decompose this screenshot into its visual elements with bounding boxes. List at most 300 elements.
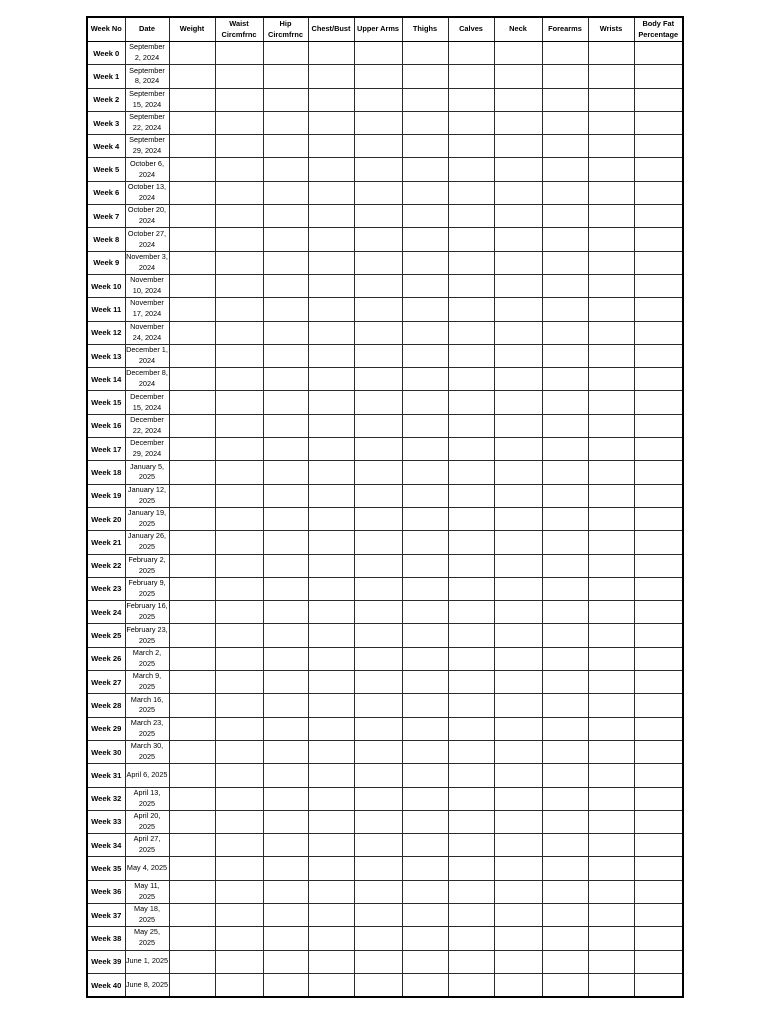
hip-entry-cell[interactable] (263, 135, 308, 158)
calves-entry-cell[interactable] (448, 111, 494, 134)
wrists-entry-cell[interactable] (588, 973, 634, 997)
thighs-entry-cell[interactable] (402, 42, 448, 65)
thighs-entry-cell[interactable] (402, 461, 448, 484)
weight-entry-cell[interactable] (169, 764, 215, 787)
upper-arms-entry-cell[interactable] (354, 950, 402, 973)
forearms-entry-cell[interactable] (542, 694, 588, 717)
weight-entry-cell[interactable] (169, 65, 215, 88)
thighs-entry-cell[interactable] (402, 531, 448, 554)
forearms-entry-cell[interactable] (542, 368, 588, 391)
waist-entry-cell[interactable] (215, 810, 263, 833)
hip-entry-cell[interactable] (263, 880, 308, 903)
waist-entry-cell[interactable] (215, 88, 263, 111)
weight-entry-cell[interactable] (169, 298, 215, 321)
neck-entry-cell[interactable] (494, 88, 542, 111)
wrists-entry-cell[interactable] (588, 251, 634, 274)
chest-bust-entry-cell[interactable] (308, 484, 354, 507)
chest-bust-entry-cell[interactable] (308, 251, 354, 274)
waist-entry-cell[interactable] (215, 65, 263, 88)
body-fat-entry-cell[interactable] (634, 461, 683, 484)
wrists-entry-cell[interactable] (588, 507, 634, 530)
body-fat-entry-cell[interactable] (634, 927, 683, 950)
upper-arms-entry-cell[interactable] (354, 484, 402, 507)
wrists-entry-cell[interactable] (588, 880, 634, 903)
calves-entry-cell[interactable] (448, 484, 494, 507)
waist-entry-cell[interactable] (215, 368, 263, 391)
body-fat-entry-cell[interactable] (634, 42, 683, 65)
waist-entry-cell[interactable] (215, 135, 263, 158)
chest-bust-entry-cell[interactable] (308, 717, 354, 740)
weight-entry-cell[interactable] (169, 391, 215, 414)
weight-entry-cell[interactable] (169, 531, 215, 554)
calves-entry-cell[interactable] (448, 717, 494, 740)
upper-arms-entry-cell[interactable] (354, 274, 402, 297)
calves-entry-cell[interactable] (448, 438, 494, 461)
wrists-entry-cell[interactable] (588, 65, 634, 88)
neck-entry-cell[interactable] (494, 554, 542, 577)
hip-entry-cell[interactable] (263, 857, 308, 880)
waist-entry-cell[interactable] (215, 391, 263, 414)
chest-bust-entry-cell[interactable] (308, 647, 354, 670)
wrists-entry-cell[interactable] (588, 391, 634, 414)
chest-bust-entry-cell[interactable] (308, 857, 354, 880)
forearms-entry-cell[interactable] (542, 671, 588, 694)
body-fat-entry-cell[interactable] (634, 601, 683, 624)
waist-entry-cell[interactable] (215, 321, 263, 344)
neck-entry-cell[interactable] (494, 507, 542, 530)
hip-entry-cell[interactable] (263, 554, 308, 577)
neck-entry-cell[interactable] (494, 391, 542, 414)
body-fat-entry-cell[interactable] (634, 251, 683, 274)
upper-arms-entry-cell[interactable] (354, 111, 402, 134)
body-fat-entry-cell[interactable] (634, 671, 683, 694)
thighs-entry-cell[interactable] (402, 484, 448, 507)
hip-entry-cell[interactable] (263, 927, 308, 950)
upper-arms-entry-cell[interactable] (354, 368, 402, 391)
calves-entry-cell[interactable] (448, 973, 494, 997)
upper-arms-entry-cell[interactable] (354, 158, 402, 181)
weight-entry-cell[interactable] (169, 205, 215, 228)
chest-bust-entry-cell[interactable] (308, 671, 354, 694)
waist-entry-cell[interactable] (215, 647, 263, 670)
upper-arms-entry-cell[interactable] (354, 181, 402, 204)
weight-entry-cell[interactable] (169, 857, 215, 880)
weight-entry-cell[interactable] (169, 577, 215, 600)
forearms-entry-cell[interactable] (542, 158, 588, 181)
chest-bust-entry-cell[interactable] (308, 274, 354, 297)
wrists-entry-cell[interactable] (588, 740, 634, 763)
body-fat-entry-cell[interactable] (634, 507, 683, 530)
body-fat-entry-cell[interactable] (634, 391, 683, 414)
neck-entry-cell[interactable] (494, 973, 542, 997)
forearms-entry-cell[interactable] (542, 181, 588, 204)
body-fat-entry-cell[interactable] (634, 135, 683, 158)
upper-arms-entry-cell[interactable] (354, 228, 402, 251)
thighs-entry-cell[interactable] (402, 111, 448, 134)
forearms-entry-cell[interactable] (542, 461, 588, 484)
chest-bust-entry-cell[interactable] (308, 903, 354, 926)
body-fat-entry-cell[interactable] (634, 181, 683, 204)
waist-entry-cell[interactable] (215, 787, 263, 810)
neck-entry-cell[interactable] (494, 42, 542, 65)
neck-entry-cell[interactable] (494, 484, 542, 507)
wrists-entry-cell[interactable] (588, 228, 634, 251)
calves-entry-cell[interactable] (448, 414, 494, 437)
thighs-entry-cell[interactable] (402, 787, 448, 810)
forearms-entry-cell[interactable] (542, 438, 588, 461)
wrists-entry-cell[interactable] (588, 717, 634, 740)
body-fat-entry-cell[interactable] (634, 834, 683, 857)
wrists-entry-cell[interactable] (588, 42, 634, 65)
wrists-entry-cell[interactable] (588, 158, 634, 181)
thighs-entry-cell[interactable] (402, 507, 448, 530)
neck-entry-cell[interactable] (494, 834, 542, 857)
body-fat-entry-cell[interactable] (634, 554, 683, 577)
calves-entry-cell[interactable] (448, 461, 494, 484)
hip-entry-cell[interactable] (263, 903, 308, 926)
hip-entry-cell[interactable] (263, 298, 308, 321)
thighs-entry-cell[interactable] (402, 65, 448, 88)
forearms-entry-cell[interactable] (542, 531, 588, 554)
chest-bust-entry-cell[interactable] (308, 321, 354, 344)
hip-entry-cell[interactable] (263, 391, 308, 414)
calves-entry-cell[interactable] (448, 135, 494, 158)
body-fat-entry-cell[interactable] (634, 810, 683, 833)
calves-entry-cell[interactable] (448, 903, 494, 926)
upper-arms-entry-cell[interactable] (354, 880, 402, 903)
neck-entry-cell[interactable] (494, 880, 542, 903)
upper-arms-entry-cell[interactable] (354, 857, 402, 880)
hip-entry-cell[interactable] (263, 787, 308, 810)
thighs-entry-cell[interactable] (402, 368, 448, 391)
weight-entry-cell[interactable] (169, 834, 215, 857)
hip-entry-cell[interactable] (263, 647, 308, 670)
weight-entry-cell[interactable] (169, 251, 215, 274)
weight-entry-cell[interactable] (169, 927, 215, 950)
chest-bust-entry-cell[interactable] (308, 507, 354, 530)
neck-entry-cell[interactable] (494, 903, 542, 926)
body-fat-entry-cell[interactable] (634, 647, 683, 670)
calves-entry-cell[interactable] (448, 274, 494, 297)
forearms-entry-cell[interactable] (542, 577, 588, 600)
chest-bust-entry-cell[interactable] (308, 740, 354, 763)
calves-entry-cell[interactable] (448, 834, 494, 857)
neck-entry-cell[interactable] (494, 321, 542, 344)
body-fat-entry-cell[interactable] (634, 973, 683, 997)
upper-arms-entry-cell[interactable] (354, 42, 402, 65)
thighs-entry-cell[interactable] (402, 880, 448, 903)
calves-entry-cell[interactable] (448, 601, 494, 624)
hip-entry-cell[interactable] (263, 368, 308, 391)
body-fat-entry-cell[interactable] (634, 414, 683, 437)
waist-entry-cell[interactable] (215, 624, 263, 647)
wrists-entry-cell[interactable] (588, 438, 634, 461)
chest-bust-entry-cell[interactable] (308, 950, 354, 973)
weight-entry-cell[interactable] (169, 671, 215, 694)
hip-entry-cell[interactable] (263, 624, 308, 647)
body-fat-entry-cell[interactable] (634, 205, 683, 228)
thighs-entry-cell[interactable] (402, 903, 448, 926)
waist-entry-cell[interactable] (215, 181, 263, 204)
upper-arms-entry-cell[interactable] (354, 321, 402, 344)
body-fat-entry-cell[interactable] (634, 111, 683, 134)
thighs-entry-cell[interactable] (402, 158, 448, 181)
chest-bust-entry-cell[interactable] (308, 438, 354, 461)
calves-entry-cell[interactable] (448, 65, 494, 88)
wrists-entry-cell[interactable] (588, 647, 634, 670)
chest-bust-entry-cell[interactable] (308, 764, 354, 787)
upper-arms-entry-cell[interactable] (354, 554, 402, 577)
chest-bust-entry-cell[interactable] (308, 461, 354, 484)
calves-entry-cell[interactable] (448, 205, 494, 228)
calves-entry-cell[interactable] (448, 764, 494, 787)
calves-entry-cell[interactable] (448, 344, 494, 367)
hip-entry-cell[interactable] (263, 321, 308, 344)
upper-arms-entry-cell[interactable] (354, 507, 402, 530)
waist-entry-cell[interactable] (215, 42, 263, 65)
waist-entry-cell[interactable] (215, 577, 263, 600)
waist-entry-cell[interactable] (215, 251, 263, 274)
forearms-entry-cell[interactable] (542, 65, 588, 88)
calves-entry-cell[interactable] (448, 787, 494, 810)
hip-entry-cell[interactable] (263, 694, 308, 717)
wrists-entry-cell[interactable] (588, 601, 634, 624)
neck-entry-cell[interactable] (494, 647, 542, 670)
calves-entry-cell[interactable] (448, 507, 494, 530)
thighs-entry-cell[interactable] (402, 274, 448, 297)
weight-entry-cell[interactable] (169, 111, 215, 134)
waist-entry-cell[interactable] (215, 740, 263, 763)
waist-entry-cell[interactable] (215, 531, 263, 554)
forearms-entry-cell[interactable] (542, 973, 588, 997)
chest-bust-entry-cell[interactable] (308, 531, 354, 554)
waist-entry-cell[interactable] (215, 111, 263, 134)
weight-entry-cell[interactable] (169, 414, 215, 437)
forearms-entry-cell[interactable] (542, 601, 588, 624)
waist-entry-cell[interactable] (215, 484, 263, 507)
forearms-entry-cell[interactable] (542, 880, 588, 903)
upper-arms-entry-cell[interactable] (354, 810, 402, 833)
upper-arms-entry-cell[interactable] (354, 391, 402, 414)
forearms-entry-cell[interactable] (542, 717, 588, 740)
weight-entry-cell[interactable] (169, 694, 215, 717)
upper-arms-entry-cell[interactable] (354, 787, 402, 810)
hip-entry-cell[interactable] (263, 577, 308, 600)
chest-bust-entry-cell[interactable] (308, 111, 354, 134)
neck-entry-cell[interactable] (494, 950, 542, 973)
upper-arms-entry-cell[interactable] (354, 88, 402, 111)
thighs-entry-cell[interactable] (402, 298, 448, 321)
waist-entry-cell[interactable] (215, 554, 263, 577)
neck-entry-cell[interactable] (494, 251, 542, 274)
wrists-entry-cell[interactable] (588, 274, 634, 297)
forearms-entry-cell[interactable] (542, 624, 588, 647)
thighs-entry-cell[interactable] (402, 950, 448, 973)
body-fat-entry-cell[interactable] (634, 624, 683, 647)
body-fat-entry-cell[interactable] (634, 321, 683, 344)
forearms-entry-cell[interactable] (542, 344, 588, 367)
upper-arms-entry-cell[interactable] (354, 671, 402, 694)
weight-entry-cell[interactable] (169, 647, 215, 670)
thighs-entry-cell[interactable] (402, 740, 448, 763)
chest-bust-entry-cell[interactable] (308, 391, 354, 414)
upper-arms-entry-cell[interactable] (354, 694, 402, 717)
forearms-entry-cell[interactable] (542, 787, 588, 810)
calves-entry-cell[interactable] (448, 857, 494, 880)
chest-bust-entry-cell[interactable] (308, 624, 354, 647)
waist-entry-cell[interactable] (215, 507, 263, 530)
neck-entry-cell[interactable] (494, 298, 542, 321)
forearms-entry-cell[interactable] (542, 414, 588, 437)
calves-entry-cell[interactable] (448, 740, 494, 763)
thighs-entry-cell[interactable] (402, 228, 448, 251)
wrists-entry-cell[interactable] (588, 671, 634, 694)
calves-entry-cell[interactable] (448, 950, 494, 973)
calves-entry-cell[interactable] (448, 181, 494, 204)
neck-entry-cell[interactable] (494, 787, 542, 810)
neck-entry-cell[interactable] (494, 228, 542, 251)
neck-entry-cell[interactable] (494, 601, 542, 624)
chest-bust-entry-cell[interactable] (308, 135, 354, 158)
hip-entry-cell[interactable] (263, 810, 308, 833)
forearms-entry-cell[interactable] (542, 228, 588, 251)
thighs-entry-cell[interactable] (402, 438, 448, 461)
upper-arms-entry-cell[interactable] (354, 65, 402, 88)
waist-entry-cell[interactable] (215, 601, 263, 624)
weight-entry-cell[interactable] (169, 274, 215, 297)
neck-entry-cell[interactable] (494, 65, 542, 88)
hip-entry-cell[interactable] (263, 414, 308, 437)
weight-entry-cell[interactable] (169, 321, 215, 344)
calves-entry-cell[interactable] (448, 42, 494, 65)
forearms-entry-cell[interactable] (542, 810, 588, 833)
calves-entry-cell[interactable] (448, 298, 494, 321)
chest-bust-entry-cell[interactable] (308, 181, 354, 204)
hip-entry-cell[interactable] (263, 834, 308, 857)
forearms-entry-cell[interactable] (542, 88, 588, 111)
waist-entry-cell[interactable] (215, 880, 263, 903)
chest-bust-entry-cell[interactable] (308, 414, 354, 437)
neck-entry-cell[interactable] (494, 810, 542, 833)
chest-bust-entry-cell[interactable] (308, 368, 354, 391)
thighs-entry-cell[interactable] (402, 671, 448, 694)
weight-entry-cell[interactable] (169, 484, 215, 507)
thighs-entry-cell[interactable] (402, 764, 448, 787)
calves-entry-cell[interactable] (448, 810, 494, 833)
wrists-entry-cell[interactable] (588, 531, 634, 554)
weight-entry-cell[interactable] (169, 903, 215, 926)
calves-entry-cell[interactable] (448, 531, 494, 554)
hip-entry-cell[interactable] (263, 158, 308, 181)
waist-entry-cell[interactable] (215, 903, 263, 926)
wrists-entry-cell[interactable] (588, 181, 634, 204)
forearms-entry-cell[interactable] (542, 950, 588, 973)
weight-entry-cell[interactable] (169, 158, 215, 181)
waist-entry-cell[interactable] (215, 228, 263, 251)
weight-entry-cell[interactable] (169, 787, 215, 810)
wrists-entry-cell[interactable] (588, 461, 634, 484)
waist-entry-cell[interactable] (215, 857, 263, 880)
forearms-entry-cell[interactable] (542, 321, 588, 344)
body-fat-entry-cell[interactable] (634, 787, 683, 810)
weight-entry-cell[interactable] (169, 507, 215, 530)
forearms-entry-cell[interactable] (542, 834, 588, 857)
chest-bust-entry-cell[interactable] (308, 973, 354, 997)
thighs-entry-cell[interactable] (402, 554, 448, 577)
thighs-entry-cell[interactable] (402, 205, 448, 228)
neck-entry-cell[interactable] (494, 368, 542, 391)
hip-entry-cell[interactable] (263, 251, 308, 274)
chest-bust-entry-cell[interactable] (308, 694, 354, 717)
neck-entry-cell[interactable] (494, 694, 542, 717)
neck-entry-cell[interactable] (494, 764, 542, 787)
thighs-entry-cell[interactable] (402, 251, 448, 274)
upper-arms-entry-cell[interactable] (354, 438, 402, 461)
waist-entry-cell[interactable] (215, 927, 263, 950)
thighs-entry-cell[interactable] (402, 973, 448, 997)
forearms-entry-cell[interactable] (542, 764, 588, 787)
neck-entry-cell[interactable] (494, 205, 542, 228)
upper-arms-entry-cell[interactable] (354, 601, 402, 624)
chest-bust-entry-cell[interactable] (308, 880, 354, 903)
hip-entry-cell[interactable] (263, 950, 308, 973)
wrists-entry-cell[interactable] (588, 764, 634, 787)
thighs-entry-cell[interactable] (402, 321, 448, 344)
waist-entry-cell[interactable] (215, 671, 263, 694)
calves-entry-cell[interactable] (448, 321, 494, 344)
hip-entry-cell[interactable] (263, 274, 308, 297)
weight-entry-cell[interactable] (169, 950, 215, 973)
forearms-entry-cell[interactable] (542, 391, 588, 414)
forearms-entry-cell[interactable] (542, 251, 588, 274)
wrists-entry-cell[interactable] (588, 111, 634, 134)
thighs-entry-cell[interactable] (402, 834, 448, 857)
weight-entry-cell[interactable] (169, 88, 215, 111)
upper-arms-entry-cell[interactable] (354, 834, 402, 857)
weight-entry-cell[interactable] (169, 880, 215, 903)
forearms-entry-cell[interactable] (542, 274, 588, 297)
body-fat-entry-cell[interactable] (634, 903, 683, 926)
waist-entry-cell[interactable] (215, 344, 263, 367)
upper-arms-entry-cell[interactable] (354, 624, 402, 647)
calves-entry-cell[interactable] (448, 228, 494, 251)
body-fat-entry-cell[interactable] (634, 484, 683, 507)
chest-bust-entry-cell[interactable] (308, 42, 354, 65)
wrists-entry-cell[interactable] (588, 205, 634, 228)
weight-entry-cell[interactable] (169, 438, 215, 461)
waist-entry-cell[interactable] (215, 764, 263, 787)
neck-entry-cell[interactable] (494, 531, 542, 554)
chest-bust-entry-cell[interactable] (308, 205, 354, 228)
body-fat-entry-cell[interactable] (634, 438, 683, 461)
neck-entry-cell[interactable] (494, 344, 542, 367)
forearms-entry-cell[interactable] (542, 647, 588, 670)
weight-entry-cell[interactable] (169, 461, 215, 484)
calves-entry-cell[interactable] (448, 251, 494, 274)
waist-entry-cell[interactable] (215, 694, 263, 717)
body-fat-entry-cell[interactable] (634, 65, 683, 88)
body-fat-entry-cell[interactable] (634, 764, 683, 787)
thighs-entry-cell[interactable] (402, 414, 448, 437)
body-fat-entry-cell[interactable] (634, 158, 683, 181)
body-fat-entry-cell[interactable] (634, 950, 683, 973)
waist-entry-cell[interactable] (215, 438, 263, 461)
body-fat-entry-cell[interactable] (634, 88, 683, 111)
forearms-entry-cell[interactable] (542, 554, 588, 577)
thighs-entry-cell[interactable] (402, 647, 448, 670)
forearms-entry-cell[interactable] (542, 903, 588, 926)
chest-bust-entry-cell[interactable] (308, 601, 354, 624)
